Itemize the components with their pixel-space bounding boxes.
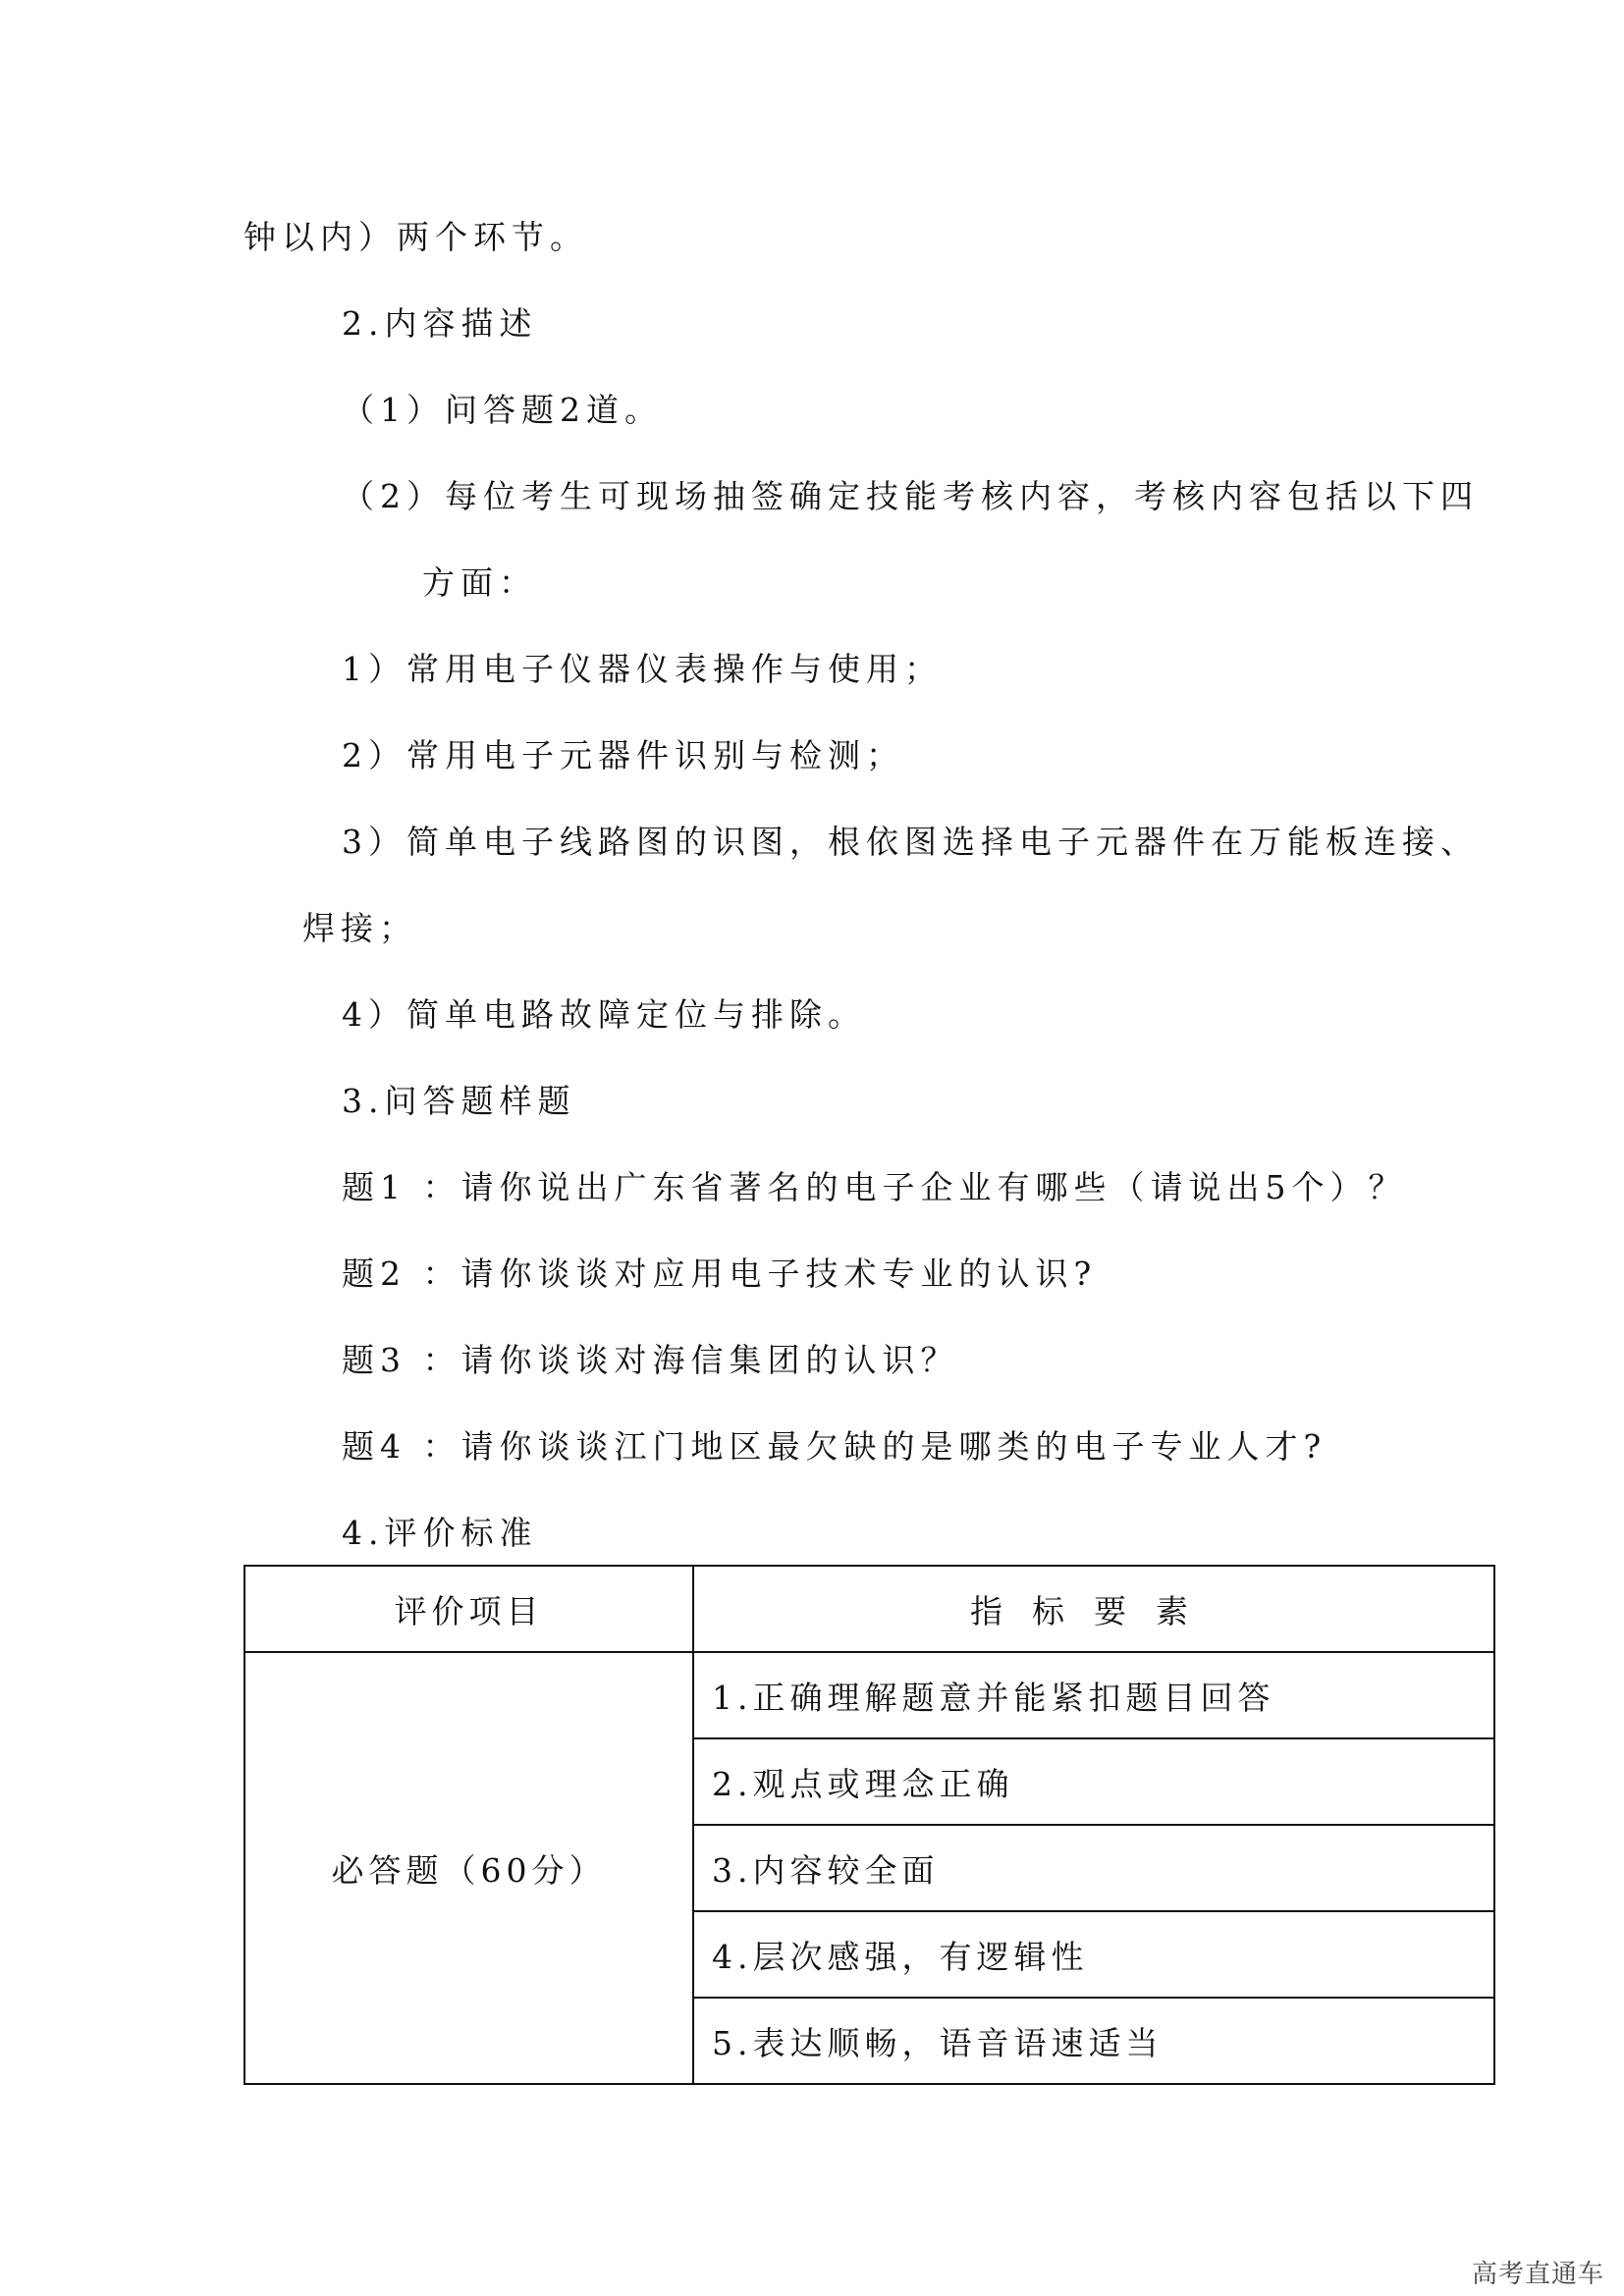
table-indicator-cell: 3.内容较全面 — [693, 1825, 1494, 1911]
table-indicator-cell: 1.正确理解题意并能紧扣题目回答 — [693, 1652, 1494, 1738]
skill-item-1: 1）常用电子仪器仪表操作与使用； — [342, 650, 943, 688]
skill-item-3-continuation: 焊接； — [302, 909, 417, 947]
skill-item-2: 2）常用电子元器件识别与检测； — [342, 736, 904, 774]
section-heading-content: 2.内容描述 — [342, 304, 538, 343]
table-indicator-cell: 5.表达顺畅，语音语速适当 — [693, 1998, 1494, 2084]
sample-question-3: 题3 ：请你谈谈对海信集团的认识？ — [342, 1341, 959, 1379]
paragraph-continuation: 钟以内）两个环节。 — [244, 218, 588, 256]
table-header-item: 评价项目 — [244, 1566, 693, 1652]
table-category-cell: 必答题（60分） — [244, 1652, 693, 2084]
table-indicator-cell: 2.观点或理念正确 — [693, 1738, 1494, 1825]
content-item-1: （1）问答题2道。 — [342, 391, 663, 429]
skill-item-3: 3）简单电子线路图的识图，根依图选择电子元器件在万能板连接、 — [342, 823, 1479, 861]
table-row — [244, 1652, 1494, 1738]
table-indicator-cell: 4.层次感强，有逻辑性 — [693, 1911, 1494, 1998]
content-item-2: （2）每位考生可现场抽签确定技能考核内容，考核内容包括以下四 — [342, 477, 1479, 515]
section-heading-evaluation: 4.评价标准 — [342, 1514, 538, 1552]
sample-question-1: 题1 ：请你说出广东省著名的电子企业有哪些（请说出5个）？ — [342, 1168, 1407, 1206]
evaluation-table — [244, 1565, 1495, 2085]
skill-item-4: 4）简单电路故障定位与排除。 — [342, 995, 866, 1034]
sample-question-4: 题4 ：请你谈谈江门地区最欠缺的是哪类的电子专业人才? — [342, 1427, 1327, 1466]
table-header-row — [244, 1566, 1494, 1652]
watermark: 高考直通车 — [1471, 2260, 1604, 2289]
table-header-indicators: 指标要素 — [693, 1566, 1494, 1652]
section-heading-sample-questions: 3.问答题样题 — [342, 1082, 576, 1120]
content-item-2-continuation: 方面： — [422, 563, 537, 602]
sample-question-2: 题2 ：请你谈谈对应用电子技术专业的认识? — [342, 1255, 1098, 1293]
